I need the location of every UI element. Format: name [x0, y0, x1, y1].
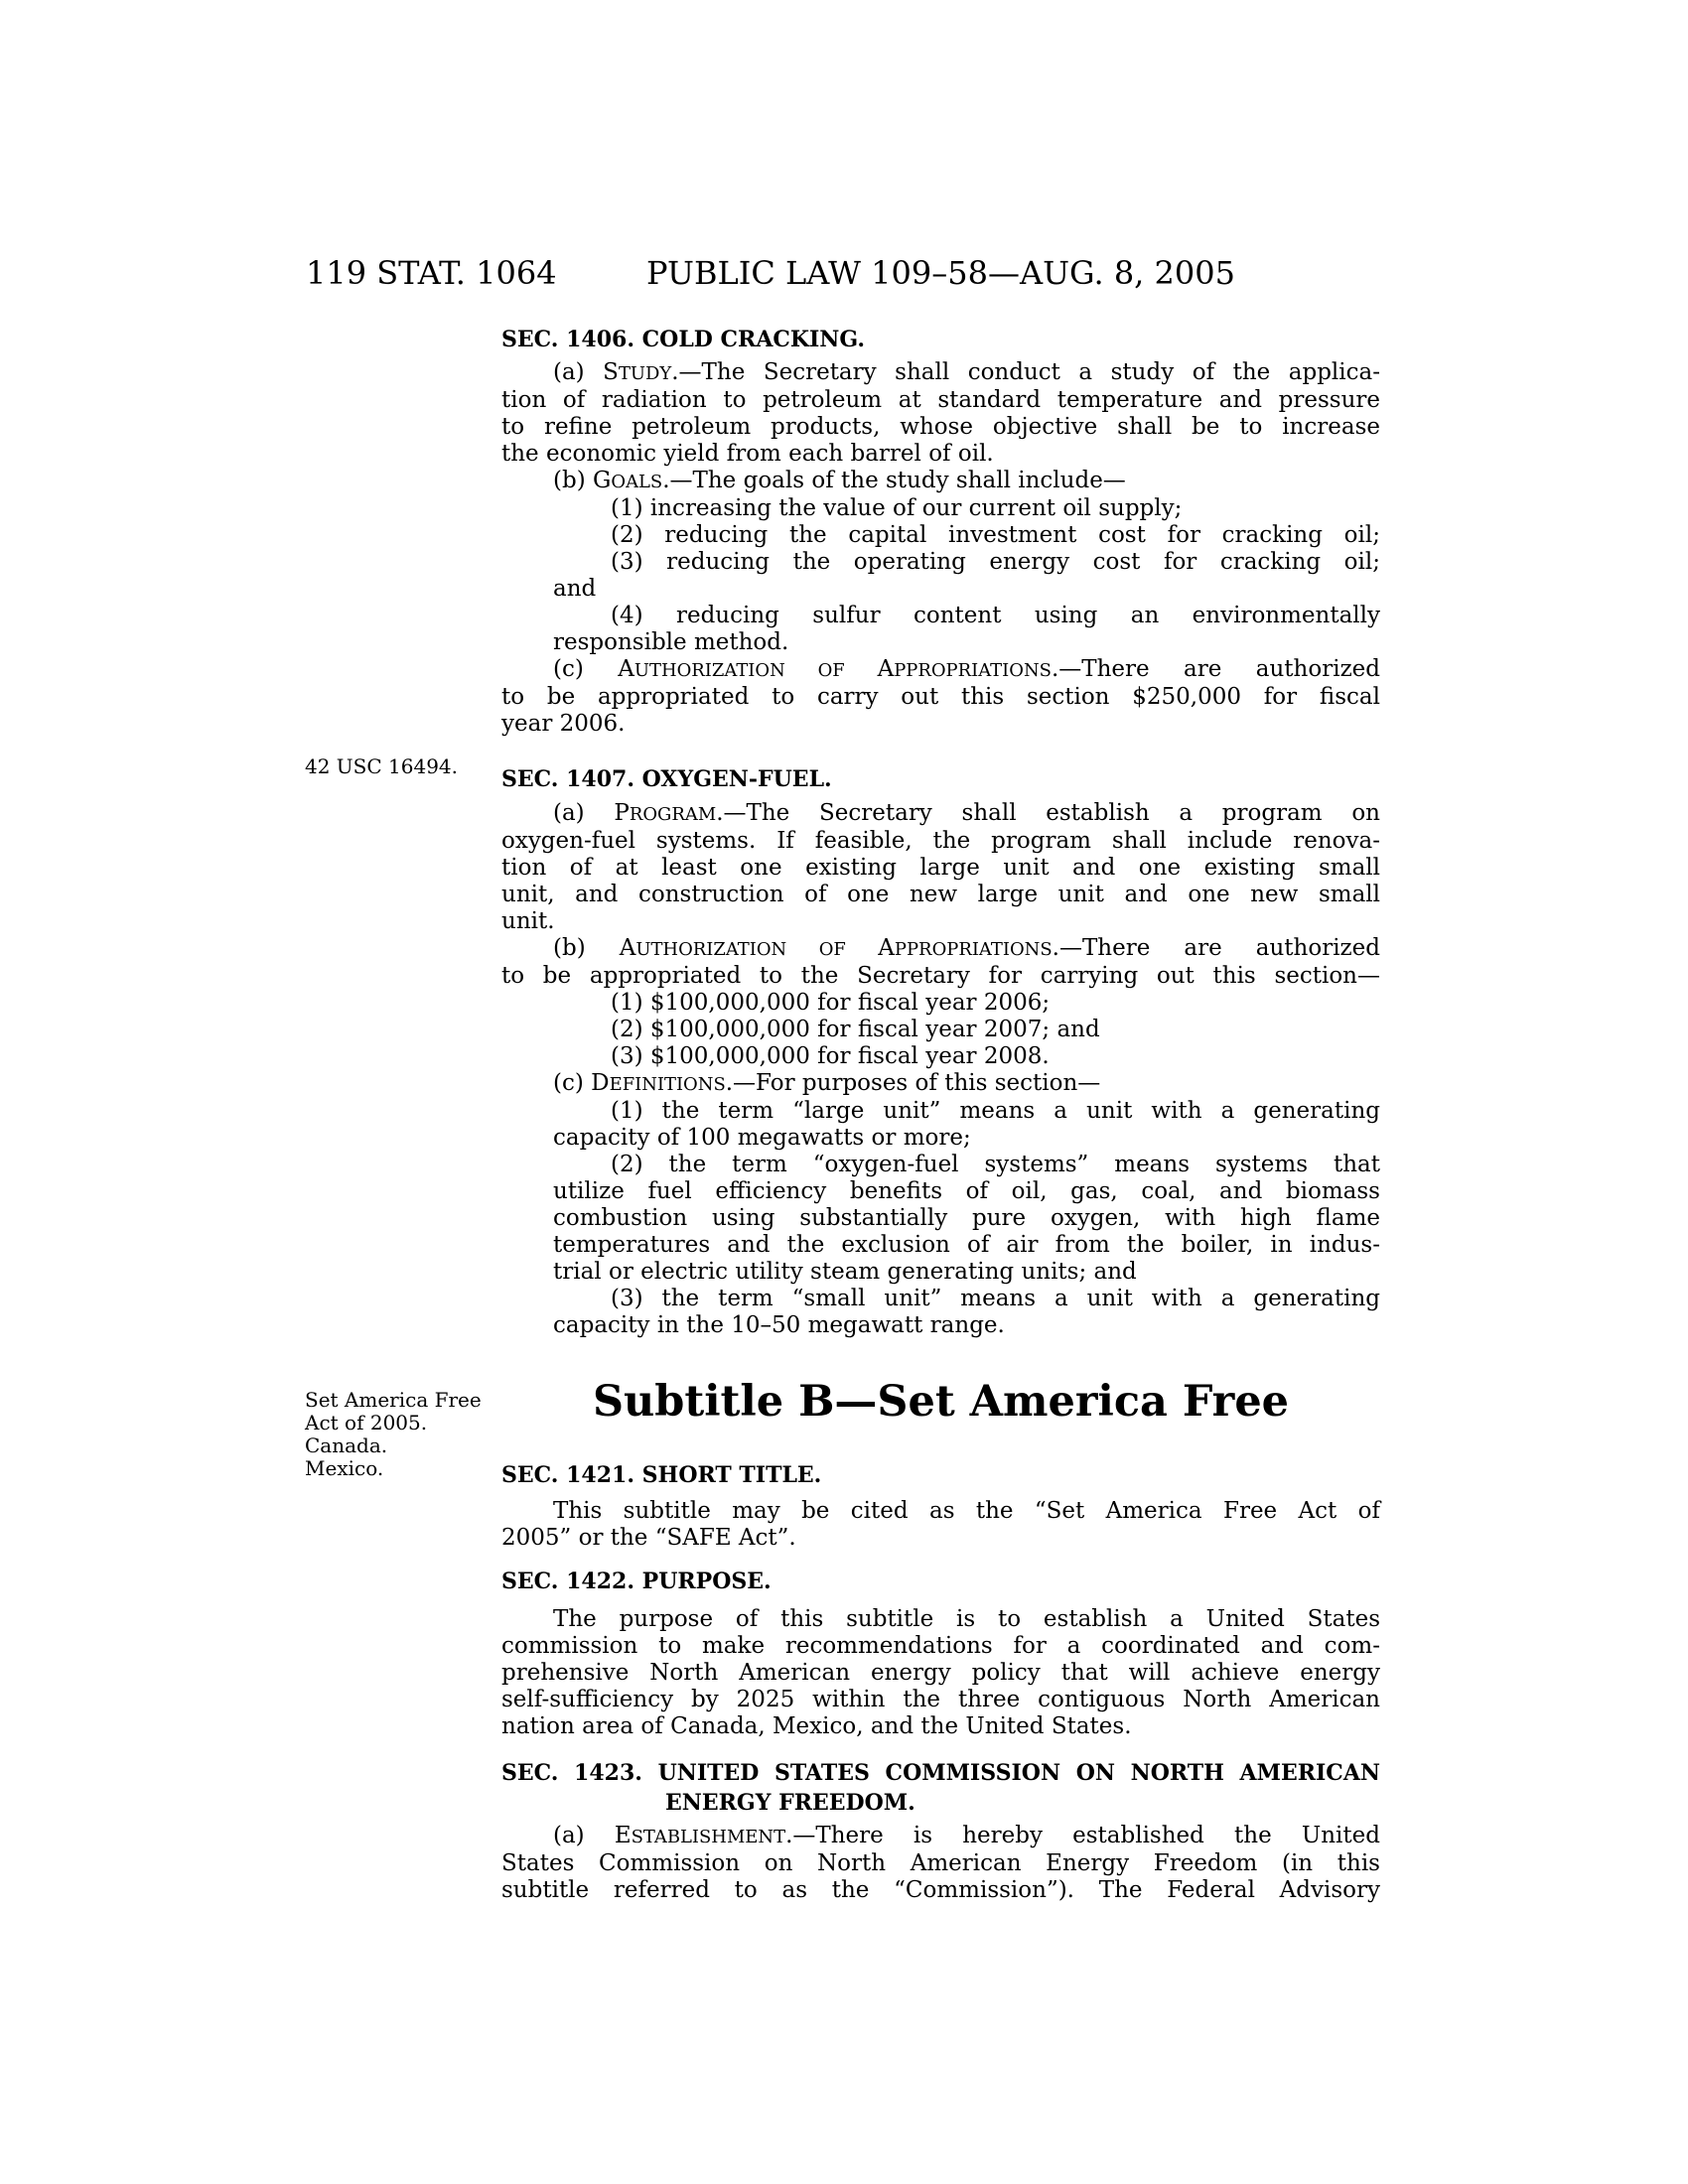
text-segment: SEC. 1407. OXYGEN-FUEL.: [501, 766, 832, 792]
small-caps-text: UTHORIZATION OF: [633, 660, 878, 681]
text-segment: (b) G: [553, 468, 612, 493]
text-segment: (c) A: [553, 656, 634, 682]
public-law-title: PUBLIC LAW 109–58—AUG. 8, 2005: [646, 254, 1235, 292]
text-line: [501, 684, 1380, 711]
text-line: [501, 1633, 1380, 1660]
text-line: [501, 1525, 1380, 1552]
text-segment: trial or electric utility steam generating units; and: [553, 1259, 1137, 1285]
text-line: [501, 1070, 1380, 1098]
text-segment: (a) S: [553, 359, 619, 385]
text-segment: tion of at least one existing large unit and one existing small: [501, 855, 1380, 881]
text-line: [501, 468, 1380, 495]
small-caps-text: UTHORIZATION OF: [635, 939, 879, 960]
text-line: [501, 1098, 1380, 1125]
text-line: [501, 711, 1380, 738]
text-line: [501, 1378, 1380, 1426]
text-segment: (1) $100,000,000 for fiscal year 2006;: [611, 990, 1051, 1016]
small-caps-text: ROGRAM: [629, 804, 717, 825]
margin-note-line: Canada.: [305, 1433, 388, 1457]
text-line: [501, 441, 1380, 468]
text-line: [501, 800, 1380, 828]
text-line: [501, 1312, 1380, 1339]
body-paragraph-block: [501, 1823, 1380, 1904]
text-line: [501, 882, 1380, 908]
text-segment: SEC. 1423. UNITED STATES COMMISSION ON NORTH AMERICAN: [501, 1760, 1380, 1786]
text-segment: prehensive North American energy policy that will achieve energy: [501, 1660, 1380, 1686]
text-line: [501, 1823, 1380, 1850]
margin-note: [305, 755, 489, 778]
text-segment: temperatures and the exclusion of air from the boiler, in indus-: [553, 1232, 1380, 1258]
text-line: [501, 1877, 1380, 1904]
text-segment: capacity in the 10–50 megawatt range.: [553, 1312, 1005, 1338]
text-segment: responsible method.: [553, 629, 789, 655]
statute-page-number: 119 STAT. 1064: [306, 254, 557, 292]
section-heading: [501, 1460, 1380, 1490]
text-line: [501, 387, 1380, 414]
text-segment: to be appropriated to the Secretary for carrying out this section—: [501, 963, 1380, 989]
text-segment: (1) increasing the value of our current oil supply;: [611, 495, 1183, 521]
small-caps-text: TUDY: [618, 363, 672, 384]
small-caps-text: PPROPRIATIONS: [894, 660, 1052, 681]
text-line: [501, 629, 1380, 656]
text-segment: .—The Secretary shall conduct a study of the applica-: [671, 359, 1381, 385]
section-heading: [501, 1567, 1380, 1596]
section-heading: [501, 325, 1380, 354]
text-line: [501, 414, 1380, 441]
text-segment: unit, and construction of one new large unit and one new small: [501, 882, 1380, 907]
document-column: [501, 0, 1380, 1904]
text-segment: year 2006.: [501, 711, 626, 737]
text-line: [501, 325, 1380, 354]
text-line: [501, 1498, 1380, 1525]
body-paragraph-block: [501, 1606, 1380, 1740]
text-segment: (2) reducing the capital investment cost for cracking oil;: [611, 522, 1380, 548]
text-line: [501, 603, 1380, 629]
small-caps-text: EFINITIONS: [609, 1074, 726, 1095]
section-heading: [501, 1758, 1380, 1818]
text-segment: SEC. 1422. PURPOSE.: [501, 1569, 772, 1594]
text-segment: (c) D: [553, 1070, 610, 1096]
text-line: [501, 359, 1380, 387]
text-line: [501, 1660, 1380, 1687]
text-line: [501, 656, 1380, 684]
small-caps-text: PPROPRIATIONS: [894, 939, 1053, 960]
text-segment: States Commission on North American Energy Freedom (in this: [501, 1850, 1380, 1876]
text-line: [501, 495, 1380, 522]
text-line: [501, 1232, 1380, 1259]
text-segment: (3) the term “small unit” means a unit with a generating: [611, 1286, 1380, 1311]
text-segment: (2) $100,000,000 for fiscal year 2007; and: [611, 1017, 1100, 1042]
small-caps-text: STABLISHMENT: [631, 1827, 786, 1847]
text-line: [501, 1567, 1380, 1596]
text-line: [501, 1043, 1380, 1070]
text-segment: (a) E: [553, 1823, 632, 1848]
text-line: [501, 990, 1380, 1017]
text-line: [501, 963, 1380, 990]
small-caps-text: OALS: [611, 472, 663, 492]
text-segment: .—There is hereby established the United: [785, 1823, 1380, 1848]
text-line: [501, 1788, 1380, 1818]
text-line: [501, 1606, 1380, 1633]
margin-note-line: 42 USC 16494.: [305, 754, 459, 778]
text-line: [501, 1152, 1380, 1178]
text-line: [501, 576, 1380, 603]
text-segment: .—For purposes of this section—: [725, 1070, 1101, 1096]
text-segment: 2005” or the “SAFE Act”.: [501, 1525, 796, 1551]
text-line: [501, 1178, 1380, 1205]
text-segment: .—There are authorized: [1052, 935, 1380, 961]
text-segment: (b) A: [553, 935, 636, 961]
text-line: [501, 1758, 1380, 1788]
text-segment: (4) reducing sulfur content using an environmentally: [611, 603, 1380, 628]
text-segment: .—There are authorized: [1051, 656, 1381, 682]
text-segment: capacity of 100 megawatts or more;: [553, 1125, 971, 1151]
text-line: [501, 1850, 1380, 1877]
text-segment: The purpose of this subtitle is to establish a United States: [553, 1606, 1380, 1632]
text-line: [501, 549, 1380, 576]
text-line: [501, 1017, 1380, 1043]
body-paragraph-block: [501, 800, 1380, 1339]
text-line: [501, 1286, 1380, 1312]
text-segment: (3) $100,000,000 for fiscal year 2008.: [611, 1043, 1050, 1069]
text-segment: SEC. 1406. COLD CRACKING.: [501, 327, 866, 352]
text-line: [501, 1687, 1380, 1713]
text-segment: combustion using substantially pure oxygen, with high flame: [553, 1205, 1380, 1231]
text-segment: unit.: [501, 908, 555, 934]
text-segment: to refine petroleum products, whose objective shall be to increase: [501, 414, 1380, 440]
text-segment: tion of radiation to petroleum at standard temperature and pressure: [501, 387, 1380, 413]
text-line: [501, 1713, 1380, 1740]
text-segment: Subtitle B—Set America Free: [592, 1377, 1290, 1427]
text-line: [501, 522, 1380, 549]
text-segment: nation area of Canada, Mexico, and the United States.: [501, 1713, 1132, 1739]
text-segment: (a) P: [553, 800, 630, 826]
text-segment: A: [877, 656, 895, 682]
text-line: [501, 764, 1380, 794]
text-line: [501, 935, 1380, 963]
text-segment: utilize fuel efficiency benefits of oil, gas, coal, and biomass: [553, 1178, 1380, 1204]
text-segment: SEC. 1421. SHORT TITLE.: [501, 1462, 822, 1488]
text-segment: to be appropriated to carry out this section $250,000 for fiscal: [501, 684, 1380, 710]
text-line: [501, 1259, 1380, 1286]
text-line: [501, 828, 1380, 855]
section-heading: [501, 764, 1380, 794]
text-segment: oxygen-fuel systems. If feasible, the program shall include renova-: [501, 828, 1380, 854]
text-segment: .—The goals of the study shall include—: [662, 468, 1126, 493]
text-line: [501, 1460, 1380, 1490]
text-segment: .—The Secretary shall establish a program on: [716, 800, 1380, 826]
body-paragraph-block: [501, 1498, 1380, 1552]
text-line: [501, 1205, 1380, 1232]
margin-note-line: Act of 2005.: [305, 1411, 428, 1434]
text-segment: (3) reducing the operating energy cost for cracking oil;: [611, 549, 1380, 575]
text-line: [501, 908, 1380, 935]
subtitle-heading: [501, 1378, 1380, 1426]
text-segment: (2) the term “oxygen-fuel systems” means systems that: [611, 1152, 1380, 1177]
text-line: [501, 1125, 1380, 1152]
margin-note-line: Mexico.: [305, 1456, 384, 1480]
text-segment: This subtitle may be cited as the “Set America Free Act of: [553, 1498, 1380, 1524]
text-segment: self-sufficiency by 2025 within the three contiguous North American: [501, 1687, 1380, 1712]
text-segment: the economic yield from each barrel of oil.: [501, 441, 994, 467]
text-segment: subtitle referred to as the “Commission”). The Federal Advisory: [501, 1877, 1380, 1903]
text-segment: commission to make recommendations for a coordinated and com-: [501, 1633, 1380, 1659]
text-segment: and: [553, 576, 597, 602]
margin-note-line: Set America Free: [305, 1388, 482, 1412]
text-segment: ENERGY FREEDOM.: [665, 1790, 915, 1816]
text-segment: (1) the term “large unit” means a unit with a generating: [611, 1098, 1380, 1124]
text-segment: A: [878, 935, 895, 961]
text-line: [501, 855, 1380, 882]
margin-note: [305, 1389, 489, 1480]
body-paragraph-block: [501, 359, 1380, 738]
